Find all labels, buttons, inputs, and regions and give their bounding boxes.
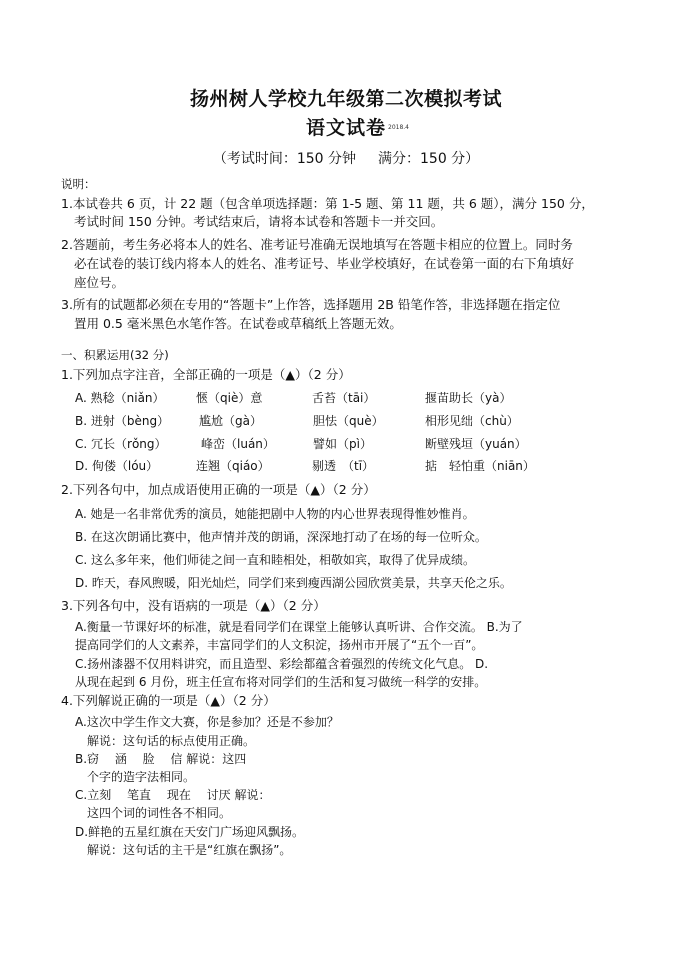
q3-line-1: A.衡量一节课好坏的标准，就是看同学们在课堂上能够认真听讲、合作交流。 B.为了: [75, 620, 523, 634]
q4-stem: 4.下列解说正确的一项是（▲）（2 分）: [61, 693, 276, 708]
exam-time-score: [0, 148, 692, 168]
q2-option-a: A. 她是一名非常优秀的演员，她能把剧中人物的内心世界表现得惟妙惟肖。: [75, 507, 475, 521]
notes-heading: 说明：: [61, 177, 96, 191]
q2-option-b: B. 在这次朗诵比赛中，他声情并茂的朗诵，深深地打动了在场的每一位听众。: [75, 530, 487, 544]
exam-subtitle: 语文试卷: [305, 117, 386, 139]
q1-a1: A. 熟稔（niǎn）: [75, 391, 165, 405]
section-heading: 一、积累运用(32 分): [61, 348, 169, 362]
q1-d4: 掂 轻怕重（niān）: [425, 459, 535, 473]
q1-b1: B. 迸射（bèng）: [75, 414, 170, 428]
note-line-7: 置用 0.5 毫米黑色水笔作答。在试卷或草稿纸上答题无效。: [74, 316, 402, 331]
q1-stem: 1.下列加点字注音，全部正确的一项是（▲）（2 分）: [61, 367, 351, 382]
note-line-1: 1.本试卷共 6 页，计 22 题（包含单项选择题：第 1-5 题、第 11 题，共 6 题），满分 150 分，: [61, 196, 594, 211]
note-line-4: 必在试卷的装订线内将本人的姓名、准考证号、毕业学校填好，在试卷第一面的右下角填好: [74, 256, 575, 271]
q1-d2: 连翘（qiáo）: [196, 459, 270, 473]
q1-b2: 尴尬（gà）: [199, 414, 262, 428]
q2-stem: 2.下列各句中，加点成语使用正确的一项是（▲）（2 分）: [61, 482, 376, 497]
exam-date: 2018.4: [388, 124, 409, 131]
q4-line-3: B.窃 涵 脸 信 解说：这四: [75, 752, 247, 766]
q1-d1: D. 佝偻（lóu）: [75, 459, 159, 473]
q4-line-1: A.这次中学生作文大赛，你是参加？还是不参加？: [75, 715, 339, 729]
q4-line-8: 解说：这句话的主干是“红旗在飘扬”。: [87, 843, 292, 857]
q1-c1: C. 冗长（rǒng）: [75, 437, 167, 451]
q3-line-2: 提高同学们的人文素养，丰富同学们的人文积淀，扬州市开展了“五个一百”。: [75, 638, 484, 652]
q4-line-5: C.立刻 笔直 现在 讨厌 解说：: [75, 788, 271, 802]
q1-d3: 剔透 （tī）: [312, 459, 375, 473]
q2-option-c: C. 这么多年来，他们师徒之间一直和睦相处，相敬如宾，取得了优异成绩。: [75, 553, 476, 567]
q1-a3: 舌苔（tāi）: [312, 391, 376, 405]
q3-stem: 3.下列各句中，没有语病的一项是（▲）（2 分）: [61, 598, 326, 613]
q1-c4: 断壁残垣（yuán）: [425, 437, 527, 451]
note-line-2: 考试时间 150 分钟。考试结束后，请将本试卷和答题卡一并交回。: [74, 214, 444, 229]
q4-line-6: 这四个词的词性各不相同。: [87, 806, 232, 820]
q1-a4: 揠苗助长（yà）: [425, 391, 512, 405]
q1-a2: 愜（qiè）意: [196, 391, 263, 405]
q2-option-d: D. 昨天，春风煦暖，阳光灿烂，同学们来到瘦西湖公园欣赏美景，共享天伦之乐。: [75, 576, 512, 590]
q1-c3: 譬如（pì）: [313, 437, 372, 451]
q4-line-4: 个字的造字法相同。: [87, 770, 196, 784]
q1-c2: 峰峦（luán）: [201, 437, 275, 451]
note-line-6: 3.所有的试题都必须在专用的“答题卡”上作答，选择题用 2B 铅笔作答，非选择题在指定位: [61, 297, 561, 312]
exam-time: （考试时间：150 分钟: [212, 151, 356, 167]
note-line-3: 2.答题前，考生务必将本人的姓名、准考证号准确无误地填写在答题卡相应的位置上。同时务: [61, 237, 573, 252]
note-line-5: 座位号。: [74, 275, 125, 290]
exam-title: 扬州树人学校九年级第二次模拟考试: [189, 88, 502, 110]
q4-line-7: D.鲜艳的五星红旗在天安门广场迎风飘扬。: [75, 825, 305, 839]
q1-b4: 相形见绌（chù）: [425, 414, 519, 428]
q4-line-2: 解说：这句话的标点使用正确。: [87, 734, 256, 748]
q3-line-3: C.扬州漆器不仅用料讲究，而且造型、彩绘都蕴含着强烈的传统文化气息。 D.: [75, 657, 489, 671]
q1-b3: 胆怯（què）: [313, 414, 384, 428]
q3-line-4: 从现在起到 6 月份，班主任宣布将对同学们的生活和复习做统一科学的安排。: [75, 675, 487, 689]
exam-score: 满分：150 分）: [378, 151, 480, 167]
